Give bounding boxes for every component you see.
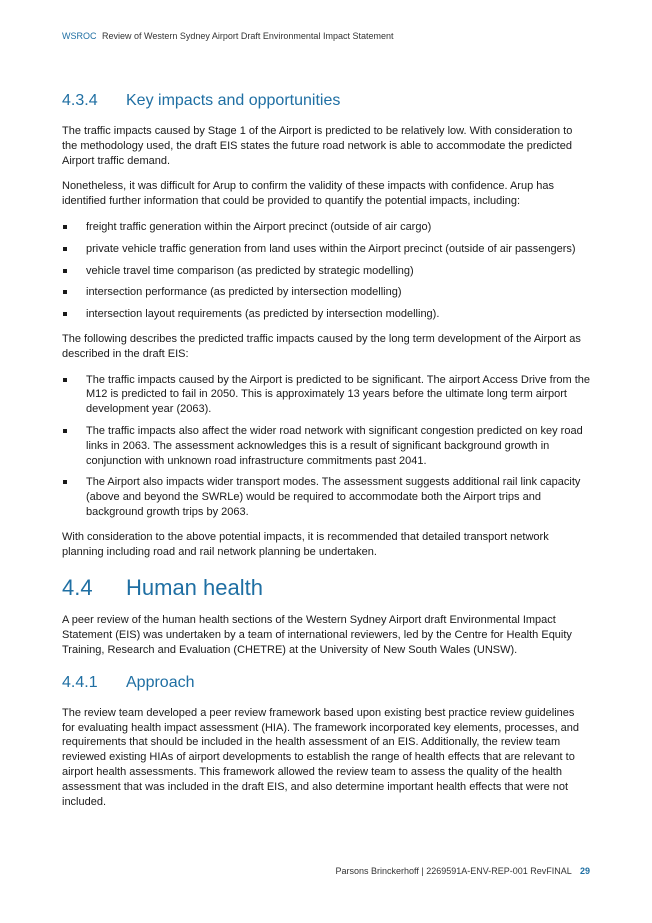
heading-number: 4.4 [62, 575, 93, 601]
bullet-icon [63, 269, 67, 273]
heading-number: 4.4.1 [62, 673, 98, 691]
bullet-icon [63, 312, 67, 316]
bullet-list-info-needed [62, 220, 590, 322]
footer-reference: Parsons Brinckerhoff | 2269591A-ENV-REP-001 RevFINAL [335, 866, 572, 876]
paragraph: A peer review of the human health sections of the Western Sydney Airport draft Environmental Impact Statement (EIS) was undertaken by a team of international reviewers, led by the Centre for Health Equity Training, Research and Evaluation (CHETRE) at the University of New South Wales (UNSW). [62, 614, 572, 656]
bullet-icon [63, 480, 67, 484]
list-item: intersection performance (as predicted by intersection modelling) [62, 285, 590, 300]
heading-title: Approach [126, 673, 195, 691]
header-title: Review of Western Sydney Airport Draft Environmental Impact Statement [102, 31, 394, 41]
bullet-list-long-term-impacts [62, 373, 590, 520]
bullet-icon [63, 225, 67, 229]
list-item: private vehicle traffic generation from land uses within the Airport precinct (outside of air passengers) [62, 242, 590, 257]
running-header [62, 31, 393, 41]
heading-title: Human health [126, 575, 263, 601]
list-item: The traffic impacts also affect the wider road network with significant congestion predicted on key road links in 2063. The assessment acknowledges this is a result of significant background growth in conjunction with unknown road infrastructure commitments past 2041. [62, 424, 590, 468]
list-item: The Airport also impacts wider transport modes. The assessment suggests additional rail link capacity (above and beyond the SWRLe) would be required to accommodate both the Airport trips and background growth trips by 2063. [62, 475, 590, 519]
list-item: The traffic impacts caused by the Airport is predicted to be significant. The airport Access Drive from the M12 is predicted to fail in 2050. This is approximately 13 years before the ultimate long term airport development year (2063). [62, 373, 590, 417]
heading-number: 4.3.4 [62, 92, 98, 109]
bullet-icon [63, 429, 67, 433]
heading-4-4 [62, 575, 590, 601]
list-item: freight traffic generation within the Airport precinct (outside of air cargo) [62, 220, 590, 235]
heading-4-4-1 [62, 674, 590, 692]
paragraph: The traffic impacts caused by Stage 1 of the Airport is predicted to be relatively low. With consideration to the methodology used, the draft EIS states the future road network is able to accommodate the predicted Airport traffic demand. [62, 125, 573, 167]
bullet-icon [63, 290, 67, 294]
list-item: intersection layout requirements (as predicted by intersection modelling). [62, 307, 590, 322]
paragraph: Nonetheless, it was difficult for Arup to confirm the validity of these impacts with confidence. Arup has identified further information that could be provided to quantify the potential impacts, including: [62, 180, 554, 208]
heading-title: Key impacts and opportunities [126, 92, 341, 109]
heading-4-3-4 [62, 92, 590, 110]
paragraph: With consideration to the above potential impacts, it is recommended that detailed transport network planning including road and rail network planning be undertaken. [62, 530, 549, 558]
bullet-icon [63, 247, 67, 251]
paragraph: The following describes the predicted traffic impacts caused by the long term development of the Airport as described in the draft EIS: [62, 332, 581, 360]
header-brand: WSROC [62, 31, 97, 41]
paragraph: The review team developed a peer review framework based upon existing best practice review guidelines for evaluating health impact assessment (HIA). The framework incorporated key elements, processes, and requirements that should be included in the health assessment of an EIS. Additionally, the review team reviewed existing HIAs of airport developments to establish the range of health effects that are relevant to airport health assessments. This framework allowed the review team to assess the quality of the health assessment that was included in the draft EIS, and also determine important health effects that were not included. [62, 706, 580, 808]
list-item: vehicle travel time comparison (as predicted by strategic modelling) [62, 264, 590, 279]
page-number: 29 [579, 866, 590, 876]
page-footer [336, 866, 590, 876]
document-body [62, 92, 590, 820]
bullet-icon [63, 378, 67, 382]
